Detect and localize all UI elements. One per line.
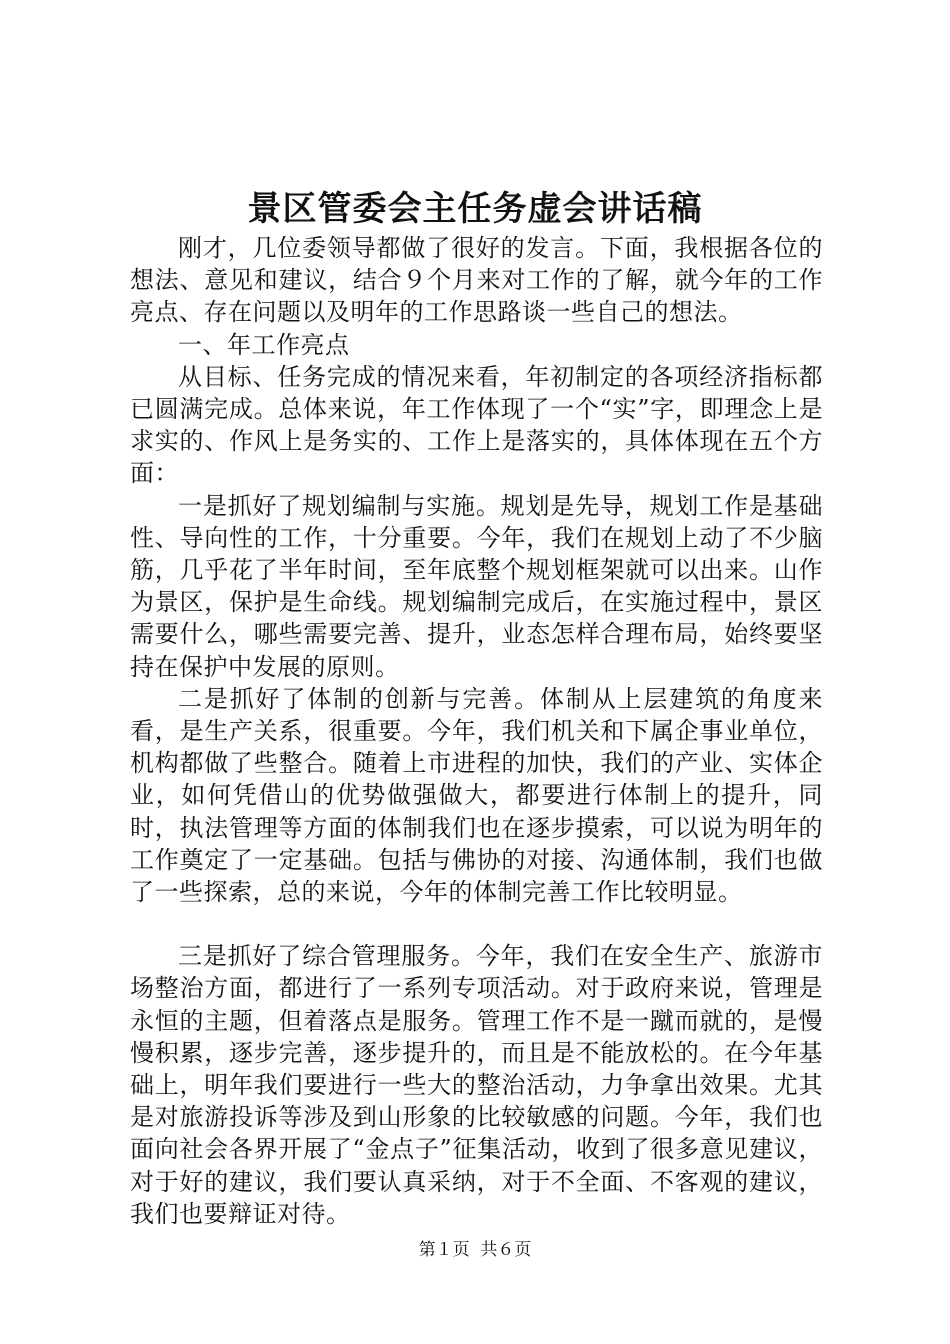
page-number: 第１页 <box>418 1240 470 1260</box>
paragraph-point-two: 二是抓好了体制的创新与完善。体制从上层建筑的角度来看，是生产关系，很重要。今年，我们机关和下属企事业单位，机构都做了些整合。随着上市进程的加快，我们的产业、实体企业，如何凭借山的优势做强做大，都要进行体制上的提升，同时，执法管理等方面的体制我们也在逐步摸索，可以说为明年的工作奠定了一定基础。包括与佛协的对接、沟通体制，我们也做了一些探索，总的来说，今年的体制完善工作比较明显。 <box>130 684 823 907</box>
paragraph-point-one: 一是抓好了规划编制与实施。规划是先导，规划工作是基础性、导向性的工作，十分重要。今年，我们在规划上动了不少脑筋，几乎花了半年时间，至年底整个规划框架就可以出来。山作为景区，保护是生命线。规划编制完成后，在实施过程中，景区需要什么，哪些需要完善、提升，业态怎样合理布局，始终要坚持在保护中发展的原则。 <box>130 491 823 681</box>
document-title: 景区管委会主任务虚会讲话稿 <box>247 189 703 229</box>
page-footer <box>0 1238 950 1262</box>
paragraph-point-three: 三是抓好了综合管理服务。今年，我们在安全生产、旅游市场整治方面，都进行了一系列专项活动。对于政府来说，管理是永恒的主题，但着落点是服务。管理工作不是一蹴而就的，是慢慢积累，逐步完善，逐步提升的，而且是不能放松的。在今年基础上，明年我们要进行一些大的整治活动，力争拿出效果。尤其是对旅游投诉等涉及到山形象的比较敏感的问题。今年，我们也面向社会各界开展了“金点子”征集活动，收到了很多意见建议，对于好的建议，我们要认真采纳，对于不全面、不客观的建议，我们也要辩证对待。 <box>130 942 823 1228</box>
section-heading: 一、年工作亮点 <box>178 330 350 359</box>
paragraph-overview: 从目标、任务完成的情况来看，年初制定的各项经济指标都已圆满完成。总体来说，年工作体现了一个“实”字，即理念上是求实的、作风上是务实的、工作上是落实的，具体体现在五个方面： <box>130 362 823 488</box>
page-total: 共６页 <box>480 1240 532 1260</box>
document-body <box>130 232 823 1230</box>
paragraph-intro: 刚才，几位委领导都做了很好的发言。下面，我根据各位的想法、意见和建议，结合９个月来对工作的了解，就今年的工作亮点、存在问题以及明年的工作思路谈一些自己的想法。 <box>130 234 823 327</box>
